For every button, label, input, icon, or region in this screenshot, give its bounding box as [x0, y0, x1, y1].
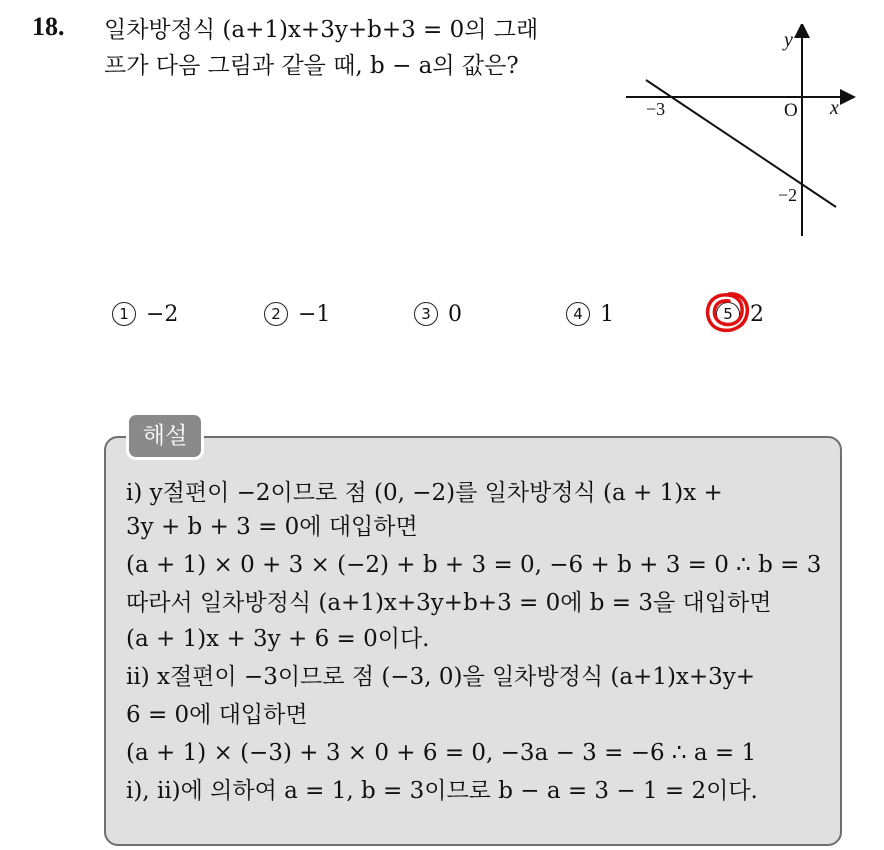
- origin-label: O: [784, 100, 798, 121]
- solution-line-5: (a + 1)x + 3y + 6 = 0이다.: [126, 626, 430, 652]
- choice-4[interactable]: [566, 302, 614, 327]
- choice-number-4: 4: [566, 302, 590, 326]
- solution-line-2: 3y + b + 3 = 0에 대입하면: [126, 514, 418, 540]
- choice-value: 0: [448, 302, 462, 327]
- graph-line: [646, 80, 836, 207]
- x-intercept-label: −3: [646, 99, 666, 119]
- choice-3[interactable]: [414, 302, 462, 327]
- y-intercept-label: −2: [778, 185, 798, 205]
- question-text-line-2: 프가 다음 그림과 같을 때, b − a의 값은?: [104, 53, 519, 79]
- solution-line-9: ⅰ), ⅱ)에 의하여 a = 1, b = 3이므로 b − a = 3 − 1 = 2이다.: [126, 778, 758, 804]
- choice-number-2: 2: [264, 302, 288, 326]
- solution-line-7: 6 = 0에 대입하면: [126, 702, 308, 728]
- choice-number-5: 5: [716, 302, 740, 326]
- solution-line-1: ⅰ) y절편이 −2이므로 점 (0, −2)를 일차방정식 (a + 1)x +: [126, 480, 723, 506]
- question-number: 18.: [32, 12, 65, 41]
- solution-line-6: ⅱ) x절편이 −3이므로 점 (−3, 0)을 일차방정식 (a+1)x+3y+: [126, 664, 756, 690]
- choice-1[interactable]: [112, 302, 178, 327]
- choice-value: 2: [750, 302, 764, 327]
- choice-number-1: 1: [112, 302, 136, 326]
- choice-value: −1: [298, 302, 331, 327]
- choice-value: 1: [600, 302, 614, 327]
- choice-number-3: 3: [414, 302, 438, 326]
- question-text-line-1: 일차방정식 (a+1)x+3y+b+3 = 0의 그래: [104, 17, 539, 43]
- y-axis-label: y: [784, 29, 793, 51]
- choice-2[interactable]: [264, 302, 330, 327]
- answer-circle-mark: [702, 289, 752, 335]
- solution-tag: 해설: [126, 412, 204, 460]
- line-graph: [616, 24, 856, 244]
- solution-line-8: (a + 1) × (−3) + 3 × 0 + 6 = 0, −3a − 3 = −6 ∴ a = 1: [126, 740, 757, 766]
- x-axis-label: x: [830, 97, 839, 119]
- solution-line-4: 따라서 일차방정식 (a+1)x+3y+b+3 = 0에 b = 3을 대입하면: [126, 590, 772, 616]
- solution-line-3: (a + 1) × 0 + 3 × (−2) + b + 3 = 0, −6 + b + 3 = 0 ∴ b = 3: [126, 552, 822, 578]
- choice-value: −2: [146, 302, 179, 327]
